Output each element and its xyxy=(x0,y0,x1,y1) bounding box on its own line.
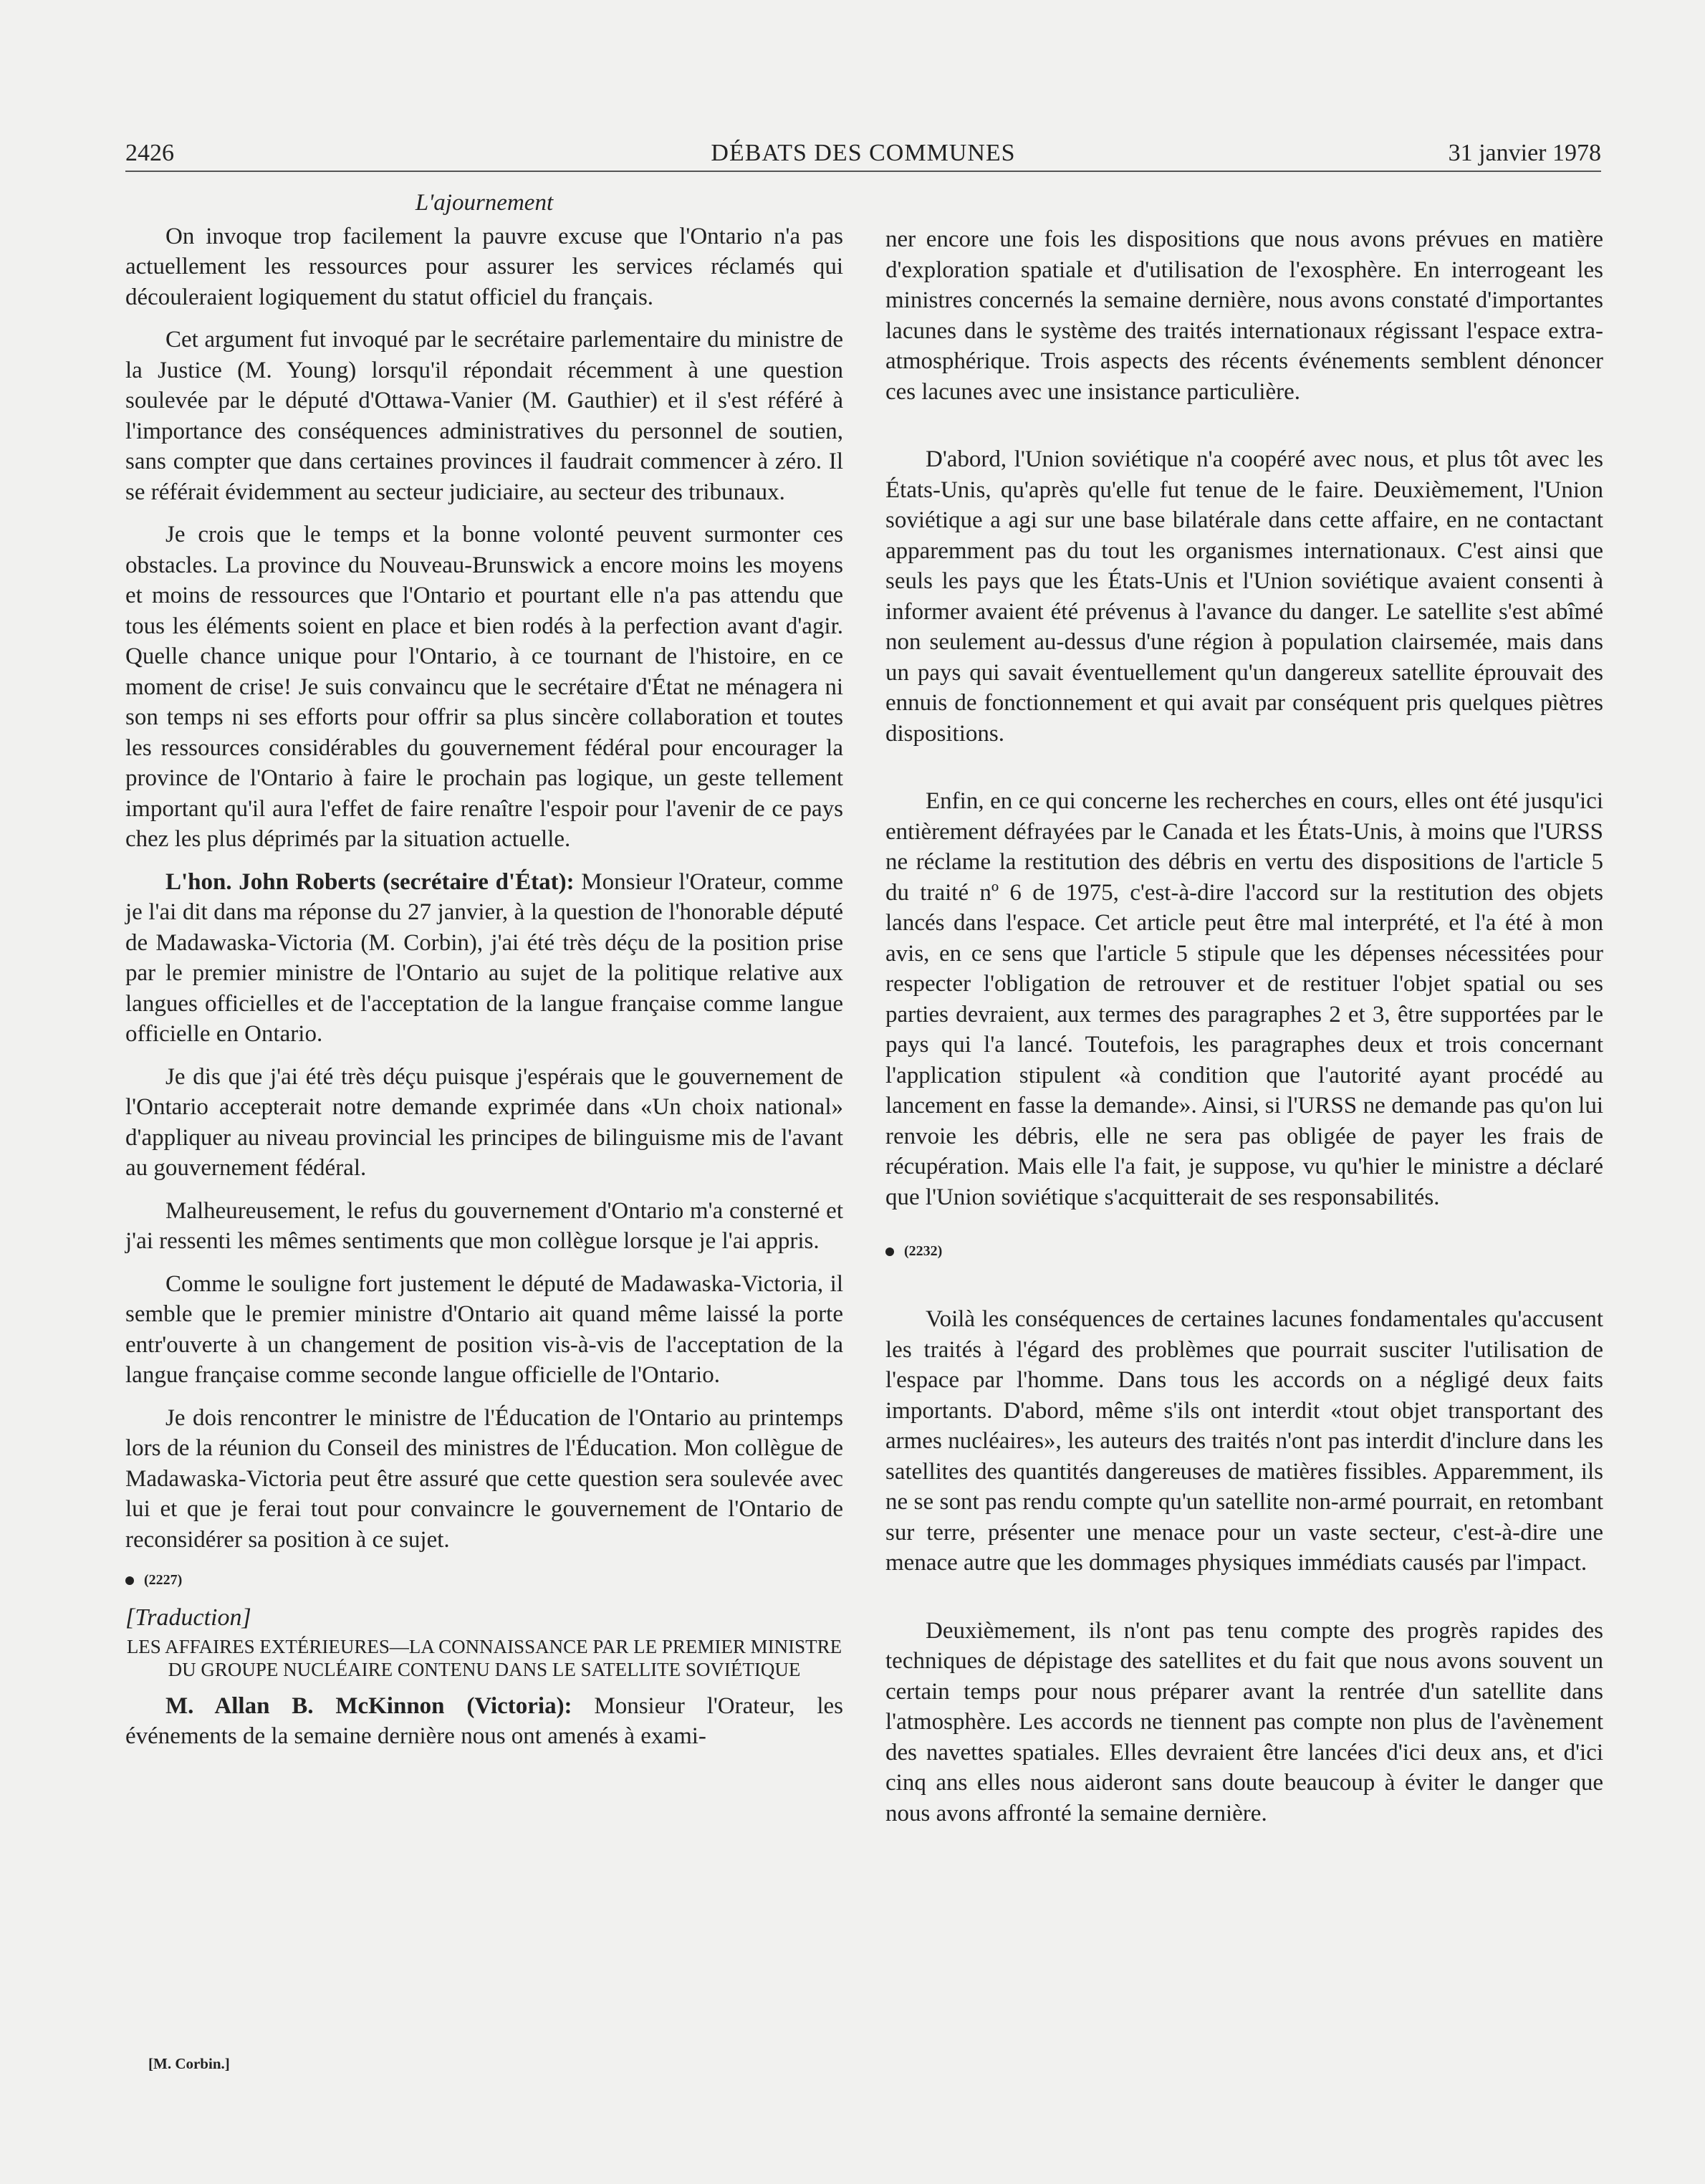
debate-heading: LES AFFAIRES EXTÉRIEURES—LA CONNAISSANCE PAR LE PREMIER MINISTRE DU GROUPE NUCLÉAIRE CONTENU DANS LE SATELLITE SOVIÉTIQUE xyxy=(126,1635,842,1680)
paragraph: ner encore une fois les dispositions que nous avons prévues en matière d'exploration spatiale et d'utilisation de l'exosphère. En interrogeant les ministres concernés la semaine dernière, nous avons constaté d'importantes lacunes dans le système des traités internationaux régissant l'espace extra-atmosphérique. Trois aspects des récents événements semblent dénoncer ces lacunes avec une insistance particulière. xyxy=(885,226,1603,405)
page-number: 2426 xyxy=(125,140,174,166)
page-header xyxy=(125,136,1601,172)
time-marker xyxy=(125,1567,843,1593)
paragraph: Je dis que j'ai été très déçu puisque j'espérais que le gouvernement de l'Ontario accepterait notre demande exprimée dans «Un choix national» d'appliquer au niveau provincial les principes de bilinguisme mis de l'avant au gouvernement fédéral. xyxy=(125,1063,843,1181)
translation-label: [Traduction] xyxy=(125,1604,251,1631)
speech-text: Monsieur l'Orateur, les événements de la semaine dernière nous ont amenés à exami- xyxy=(125,1692,843,1749)
speech-paragraph xyxy=(125,1691,843,1752)
speech-text: Monsieur l'Orateur, comme je l'ai dit dans ma réponse du 27 janvier, à la question de l'honorable député de Madawaska-Victoria (M. Corbin), j'ai été très déçu de la position prise par le premier ministre de l'Ontario au sujet de la politique relative aux langues officielles et de l'acceptation de la langue française comme langue officielle en Ontario. xyxy=(125,868,844,1047)
paragraph: Enfin, en ce qui concerne les recherches en cours, elles ont été jusqu'ici entièrement défrayées par le Canada et les États-Unis, à moins que l'URSS ne réclame la restitution des débris en vertu des dispositions de l'article 5 du traité nº 6 de 1975, c'est-à-dire l'accord sur la restitution des objets lancés dans l'espace. Cet article peut être mal interprété, et l'a été à mon avis, en ce sens que l'article 5 stipule que les dépenses nécessitées pour respecter l'obligation de retrouver et de restituer l'objet spatial ou ses parties devraient, aux termes des paragraphes 2 et 3, être supportées par le pays qui l'a lancé. Toutefois, les paragraphes deux et trois concernant l'application stipulent «à condition que l'autorité ayant procédé au lancement en fasse la demande». Ainsi, si l'URSS ne demande pas qu'on lui renvoie les débris, elle ne sera pas obligée de payer les frais de récupération. Mais elle l'a fait, je suppose, vu qu'hier le ministre a déclaré que l'Union soviétique s'acquitterait de ses responsabilités. xyxy=(885,788,1603,1210)
paragraph: Deuxièmement, ils n'ont pas tenu compte des progrès rapides des techniques de dépistage des satellites et du fait que nous avons souvent un certain temps pour nous préparer avant la rentrée d'un satellite dans l'atmosphère. Les accords ne tiennent pas compte non plus de l'avènement des navettes spatiales. Elles devraient être lancées d'ici deux ans, et d'ici cinq ans elles nous aideront sans doute beaucoup à éviter le danger que nous avons affronté la semaine dernière. xyxy=(885,1617,1603,1826)
paragraph: Comme le souligne fort justement le député de Madawaska-Victoria, il semble que le premier ministre d'Ontario ait quand même laissé la porte entr'ouverte à un changement de position vis-à-vis de l'acceptation de la langue française comme seconde langue officielle de l'Ontario. xyxy=(125,1270,843,1388)
section-title: L'ajournement xyxy=(415,190,554,216)
time-marker xyxy=(885,1238,1603,1264)
footnote: [M. Corbin.] xyxy=(148,2055,230,2072)
page-date: 31 janvier 1978 xyxy=(1448,140,1601,166)
bullet-icon xyxy=(125,1576,134,1585)
speaker-name: M. Allan B. McKinnon (Victoria): xyxy=(165,1692,572,1719)
time-marker-text: (2227) xyxy=(144,1572,183,1588)
right-column xyxy=(885,224,1603,1866)
paragraph: Voilà les conséquences de certaines lacunes fondamentales qu'accusent les traités à l'égard des problèmes que pourrait susciter l'utilisation de l'espace par l'homme. Dans tous les accords on a négligé deux faits importants. D'abord, même s'ils ont interdit «tout objet transportant des armes nucléaires», les auteurs des traités n'ont pas interdit d'inclure dans les satellites des quantités dangereuses de matières fissibles. Apparemment, ils ne se sont pas rendu compte qu'un satellite non-armé pourrait, en retombant sur terre, présenter une menace pour un vaste secteur, c'est-à-dire une menace autre que les dommages physiques immédiats causés par l'impact. xyxy=(885,1306,1603,1576)
bullet-icon xyxy=(885,1247,894,1256)
publication-title: DÉBATS DES COMMUNES xyxy=(711,140,1016,166)
paragraph: On invoque trop facilement la pauvre excuse que l'Ontario n'a pas actuellement les ressources pour assurer les services réclamés qui découleraient logiquement du statut officiel du français. xyxy=(125,223,843,310)
paragraph: Je dois rencontrer le ministre de l'Éducation de l'Ontario au printemps lors de la réunion du Conseil des ministres de l'Éducation. Mon collègue de Madawaska-Victoria peut être assuré que cette question sera soulevée avec lui et que je ferai tout pour convaincre le gouvernement de l'Ontario de reconsidérer sa position à ce sujet. xyxy=(125,1404,843,1553)
paragraph: D'abord, l'Union soviétique n'a coopéré avec nous, et plus tôt avec les États-Unis, qu'après qu'elle fut tenue de le faire. Deuxièmement, l'Union soviétique a agi sur une base bilatérale dans cette affaire, en ne contactant apparemment pas du tout les organismes internationaux. C'est ainsi que seuls les pays que les États-Unis et l'Union soviétique avaient consenti à informer avaient été prévenus à l'avance du danger. Le satellite s'est abîmé non seulement au-dessus d'une région à population clairsemée, mais dans un pays qui savait éventuellement qu'un dangereux satellite éprouvait des ennuis de fonctionnement et qui avait par conséquent pris quelques piètres dispositions. xyxy=(885,446,1603,747)
paragraph: Cet argument fut invoqué par le secrétaire parlementaire du ministre de la Justice (M. Young) lorsqu'il répondait récemment à une question soulevée par le député d'Ottawa-Vanier (M. Gauthier) et il s'est référé à l'importance des conséquences administratives du personnel de soutien, sans compter que dans certaines provinces il faudrait commencer à zéro. Il se référait évidemment au secteur judiciaire, au secteur des tribunaux. xyxy=(125,327,843,505)
paragraph: Malheureusement, le refus du gouvernement d'Ontario m'a consterné et j'ai ressenti les mêmes sentiments que mon collègue lorsque je l'ai appris. xyxy=(125,1197,843,1254)
speaker-name: L'hon. John Roberts (secrétaire d'État): xyxy=(165,868,575,895)
paragraph: Je crois que le temps et la bonne volonté peuvent surmonter ces obstacles. La province du Nouveau-Brunswick a encore moins les moyens et moins de ressources que l'Ontario et pourtant elle n'a pas attendu que tous les éléments soient en place et bien rodés à la perfection avant d'agir. Quelle chance unique pour l'Ontario, à ce tournant de l'histoire, en ce moment de crise! Je suis convaincu que le secrétaire d'État ne ménagera ni son temps ni ses efforts pour offrir sa plus sincère collaboration et toutes les ressources considérables du gouvernement fédéral pour encourager la province de l'Ontario à faire le prochain pas logique, un geste tellement important qu'il aura l'effet de faire renaître l'espoir pour l'avenir de ce pays chez les plus déprimés par la situation actuelle. xyxy=(125,522,843,852)
time-marker-text: (2232) xyxy=(904,1243,943,1259)
left-column xyxy=(125,188,843,1764)
speech-paragraph xyxy=(125,867,843,1050)
